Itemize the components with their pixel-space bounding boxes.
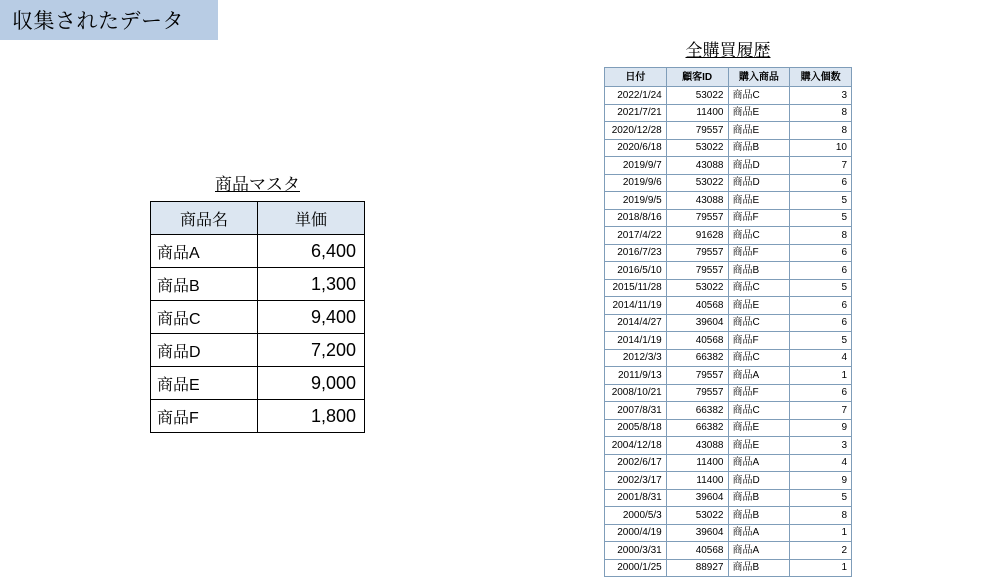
cell-date: 2022/1/24 bbox=[605, 87, 667, 105]
cell-quantity: 10 bbox=[790, 139, 852, 157]
table-row bbox=[605, 454, 852, 472]
table-row bbox=[605, 262, 852, 280]
cell-customer-id: 39604 bbox=[666, 314, 728, 332]
cell-customer-id: 53022 bbox=[666, 174, 728, 192]
table-row bbox=[605, 489, 852, 507]
cell-product-name: 商品F bbox=[151, 400, 258, 433]
cell-date: 2014/4/27 bbox=[605, 314, 667, 332]
cell-date: 2012/3/3 bbox=[605, 349, 667, 367]
cell-quantity: 4 bbox=[790, 349, 852, 367]
cell-quantity: 6 bbox=[790, 244, 852, 262]
cell-purchased-item: 商品A bbox=[728, 542, 790, 560]
cell-quantity: 6 bbox=[790, 297, 852, 315]
cell-customer-id: 79557 bbox=[666, 384, 728, 402]
cell-purchased-item: 商品B bbox=[728, 139, 790, 157]
cell-customer-id: 79557 bbox=[666, 209, 728, 227]
cell-purchased-item: 商品F bbox=[728, 244, 790, 262]
cell-quantity: 1 bbox=[790, 524, 852, 542]
table-row bbox=[605, 349, 852, 367]
cell-purchased-item: 商品C bbox=[728, 87, 790, 105]
purchase-history-caption: 全購買履歴 bbox=[685, 41, 771, 60]
cell-date: 2001/8/31 bbox=[605, 489, 667, 507]
table-row bbox=[605, 384, 852, 402]
cell-customer-id: 40568 bbox=[666, 332, 728, 350]
table-row bbox=[605, 279, 852, 297]
cell-customer-id: 40568 bbox=[666, 297, 728, 315]
cell-purchased-item: 商品E bbox=[728, 297, 790, 315]
cell-date: 2005/8/18 bbox=[605, 419, 667, 437]
table-row bbox=[605, 472, 852, 490]
cell-quantity: 6 bbox=[790, 262, 852, 280]
cell-customer-id: 39604 bbox=[666, 489, 728, 507]
table-header-row bbox=[605, 68, 852, 87]
cell-product-name: 商品E bbox=[151, 367, 258, 400]
cell-quantity: 6 bbox=[790, 384, 852, 402]
cell-purchased-item: 商品A bbox=[728, 454, 790, 472]
cell-customer-id: 79557 bbox=[666, 262, 728, 280]
page-title: 収集されたデータ bbox=[12, 10, 184, 33]
table-row bbox=[605, 402, 852, 420]
cell-customer-id: 53022 bbox=[666, 139, 728, 157]
column-header-product-name: 商品名 bbox=[151, 202, 258, 235]
cell-unit-price: 9,000 bbox=[258, 367, 365, 400]
cell-customer-id: 53022 bbox=[666, 507, 728, 525]
purchase-history-table bbox=[604, 67, 852, 577]
table-header-row bbox=[151, 202, 365, 235]
cell-quantity: 5 bbox=[790, 279, 852, 297]
cell-quantity: 6 bbox=[790, 174, 852, 192]
cell-customer-id: 43088 bbox=[666, 192, 728, 210]
cell-customer-id: 66382 bbox=[666, 402, 728, 420]
table-row bbox=[605, 297, 852, 315]
table-row bbox=[151, 235, 365, 268]
column-header-quantity: 購入個数 bbox=[790, 68, 852, 87]
table-row bbox=[151, 334, 365, 367]
cell-quantity: 7 bbox=[790, 402, 852, 420]
cell-purchased-item: 商品C bbox=[728, 349, 790, 367]
cell-customer-id: 11400 bbox=[666, 472, 728, 490]
cell-date: 2000/4/19 bbox=[605, 524, 667, 542]
table-row bbox=[605, 104, 852, 122]
cell-quantity: 5 bbox=[790, 489, 852, 507]
cell-customer-id: 79557 bbox=[666, 367, 728, 385]
cell-unit-price: 9,400 bbox=[258, 301, 365, 334]
cell-quantity: 1 bbox=[790, 559, 852, 577]
cell-purchased-item: 商品D bbox=[728, 472, 790, 490]
cell-date: 2000/1/25 bbox=[605, 559, 667, 577]
cell-quantity: 9 bbox=[790, 472, 852, 490]
column-header-purchased-item: 購入商品 bbox=[728, 68, 790, 87]
cell-date: 2015/11/28 bbox=[605, 279, 667, 297]
cell-date: 2016/7/23 bbox=[605, 244, 667, 262]
table-row bbox=[605, 524, 852, 542]
cell-product-name: 商品D bbox=[151, 334, 258, 367]
cell-customer-id: 11400 bbox=[666, 104, 728, 122]
cell-quantity: 2 bbox=[790, 542, 852, 560]
cell-purchased-item: 商品C bbox=[728, 279, 790, 297]
cell-purchased-item: 商品F bbox=[728, 332, 790, 350]
cell-customer-id: 40568 bbox=[666, 542, 728, 560]
cell-purchased-item: 商品C bbox=[728, 227, 790, 245]
cell-date: 2011/9/13 bbox=[605, 367, 667, 385]
cell-date: 2002/6/17 bbox=[605, 454, 667, 472]
table-row bbox=[605, 87, 852, 105]
cell-quantity: 3 bbox=[790, 87, 852, 105]
cell-purchased-item: 商品F bbox=[728, 384, 790, 402]
cell-date: 2007/8/31 bbox=[605, 402, 667, 420]
cell-date: 2000/3/31 bbox=[605, 542, 667, 560]
cell-customer-id: 66382 bbox=[666, 349, 728, 367]
purchase-history-body bbox=[605, 87, 852, 577]
cell-customer-id: 43088 bbox=[666, 157, 728, 175]
cell-quantity: 9 bbox=[790, 419, 852, 437]
cell-date: 2002/3/17 bbox=[605, 472, 667, 490]
cell-purchased-item: 商品B bbox=[728, 559, 790, 577]
cell-customer-id: 11400 bbox=[666, 454, 728, 472]
cell-quantity: 4 bbox=[790, 454, 852, 472]
product-master-table bbox=[150, 201, 365, 433]
product-master-caption: 商品マスタ bbox=[215, 175, 300, 194]
cell-date: 2019/9/5 bbox=[605, 192, 667, 210]
table-row bbox=[151, 367, 365, 400]
table-row bbox=[605, 157, 852, 175]
table-row bbox=[605, 419, 852, 437]
cell-product-name: 商品C bbox=[151, 301, 258, 334]
cell-date: 2020/12/28 bbox=[605, 122, 667, 140]
cell-unit-price: 1,800 bbox=[258, 400, 365, 433]
cell-date: 2008/10/21 bbox=[605, 384, 667, 402]
cell-unit-price: 6,400 bbox=[258, 235, 365, 268]
cell-customer-id: 79557 bbox=[666, 244, 728, 262]
product-master-block bbox=[150, 170, 365, 433]
cell-date: 2016/5/10 bbox=[605, 262, 667, 280]
table-row bbox=[605, 122, 852, 140]
table-row bbox=[605, 209, 852, 227]
cell-purchased-item: 商品C bbox=[728, 314, 790, 332]
cell-quantity: 7 bbox=[790, 157, 852, 175]
column-header-unit-price: 単価 bbox=[258, 202, 365, 235]
cell-purchased-item: 商品D bbox=[728, 157, 790, 175]
cell-quantity: 8 bbox=[790, 104, 852, 122]
cell-purchased-item: 商品E bbox=[728, 437, 790, 455]
table-row bbox=[151, 301, 365, 334]
cell-purchased-item: 商品E bbox=[728, 104, 790, 122]
cell-product-name: 商品A bbox=[151, 235, 258, 268]
cell-purchased-item: 商品C bbox=[728, 402, 790, 420]
cell-quantity: 1 bbox=[790, 367, 852, 385]
cell-customer-id: 88927 bbox=[666, 559, 728, 577]
cell-date: 2004/12/18 bbox=[605, 437, 667, 455]
table-row bbox=[605, 559, 852, 577]
table-row bbox=[605, 542, 852, 560]
cell-purchased-item: 商品E bbox=[728, 192, 790, 210]
cell-purchased-item: 商品D bbox=[728, 174, 790, 192]
cell-purchased-item: 商品F bbox=[728, 209, 790, 227]
table-row bbox=[605, 437, 852, 455]
cell-unit-price: 7,200 bbox=[258, 334, 365, 367]
cell-unit-price: 1,300 bbox=[258, 268, 365, 301]
table-row bbox=[605, 507, 852, 525]
cell-date: 2018/8/16 bbox=[605, 209, 667, 227]
cell-purchased-item: 商品A bbox=[728, 367, 790, 385]
cell-quantity: 5 bbox=[790, 209, 852, 227]
cell-purchased-item: 商品A bbox=[728, 524, 790, 542]
table-row bbox=[605, 227, 852, 245]
column-header-date: 日付 bbox=[605, 68, 667, 87]
cell-date: 2019/9/6 bbox=[605, 174, 667, 192]
cell-customer-id: 53022 bbox=[666, 279, 728, 297]
purchase-history-block bbox=[604, 36, 852, 577]
table-row bbox=[605, 244, 852, 262]
cell-purchased-item: 商品B bbox=[728, 489, 790, 507]
cell-quantity: 5 bbox=[790, 332, 852, 350]
cell-customer-id: 66382 bbox=[666, 419, 728, 437]
cell-purchased-item: 商品E bbox=[728, 419, 790, 437]
table-row bbox=[605, 314, 852, 332]
column-header-customer-id: 顧客ID bbox=[666, 68, 728, 87]
cell-customer-id: 79557 bbox=[666, 122, 728, 140]
cell-customer-id: 39604 bbox=[666, 524, 728, 542]
cell-purchased-item: 商品E bbox=[728, 122, 790, 140]
cell-quantity: 8 bbox=[790, 507, 852, 525]
cell-date: 2017/4/22 bbox=[605, 227, 667, 245]
cell-date: 2019/9/7 bbox=[605, 157, 667, 175]
table-row bbox=[605, 367, 852, 385]
cell-purchased-item: 商品B bbox=[728, 507, 790, 525]
table-row bbox=[605, 139, 852, 157]
cell-date: 2020/6/18 bbox=[605, 139, 667, 157]
cell-quantity: 8 bbox=[790, 122, 852, 140]
cell-date: 2000/5/3 bbox=[605, 507, 667, 525]
table-row bbox=[151, 268, 365, 301]
slide-title-banner bbox=[0, 0, 218, 40]
cell-customer-id: 91628 bbox=[666, 227, 728, 245]
cell-customer-id: 53022 bbox=[666, 87, 728, 105]
cell-quantity: 5 bbox=[790, 192, 852, 210]
cell-customer-id: 43088 bbox=[666, 437, 728, 455]
table-row bbox=[605, 332, 852, 350]
cell-quantity: 6 bbox=[790, 314, 852, 332]
cell-quantity: 8 bbox=[790, 227, 852, 245]
table-row bbox=[605, 192, 852, 210]
cell-date: 2014/1/19 bbox=[605, 332, 667, 350]
table-row bbox=[151, 400, 365, 433]
cell-date: 2014/11/19 bbox=[605, 297, 667, 315]
table-row bbox=[605, 174, 852, 192]
cell-product-name: 商品B bbox=[151, 268, 258, 301]
cell-date: 2021/7/21 bbox=[605, 104, 667, 122]
cell-quantity: 3 bbox=[790, 437, 852, 455]
cell-purchased-item: 商品B bbox=[728, 262, 790, 280]
